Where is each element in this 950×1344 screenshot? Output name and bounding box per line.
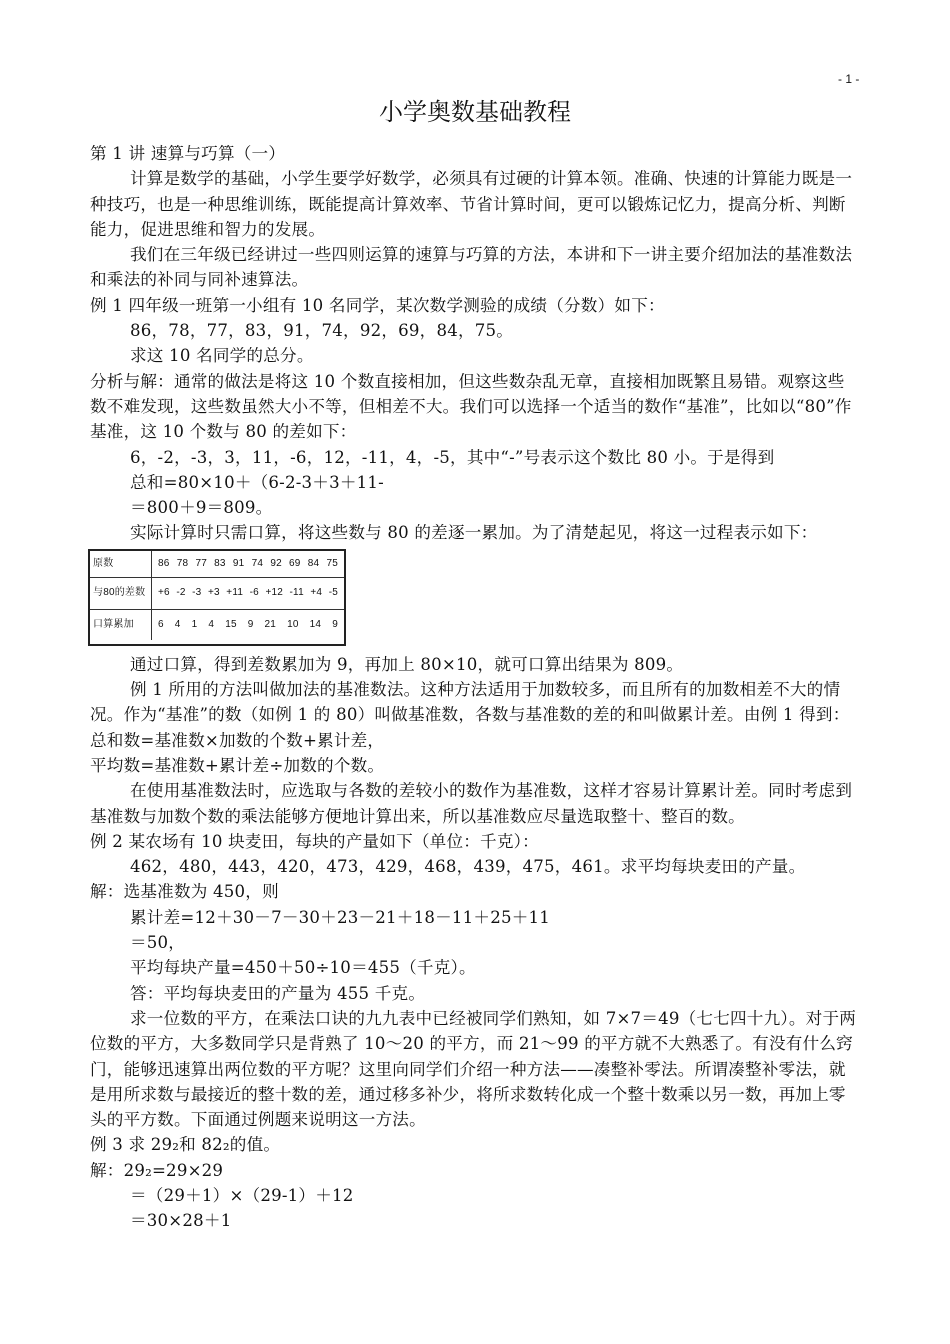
table-cell: 15 xyxy=(225,618,237,630)
solution-line: 解：选基准数为 450，则 xyxy=(90,882,279,902)
table-cell: 91 xyxy=(232,557,245,569)
table-cell: -5 xyxy=(328,587,338,599)
table-cell: +3 xyxy=(207,587,220,599)
document-body xyxy=(90,141,860,1234)
table-cell: +6 xyxy=(158,587,170,599)
formula-line: ＝30×28＋1 xyxy=(130,1211,232,1231)
data-line: 462，480，443，420，473，429，468，439，475，461。求平均每块麦田的产量。 xyxy=(130,857,806,877)
formula-line: 累计差=12＋30－7－30＋23－21＋18－11＋25＋11 xyxy=(130,907,551,927)
table-row-cumulative xyxy=(152,610,344,640)
table-cell: -2 xyxy=(176,587,186,599)
paragraph: 实际计算时只需口算，将这些数与 80 的差逐一累加。为了清楚起见，将这一过程表示如下： xyxy=(130,523,818,543)
paragraph: 求一位数的平方，在乘法口诀的九九表中已经被同学们熟知，如 7×7＝49（七七四十九）。对于两位数的平方，大多数同学只是背熟了 10～20 的平方，而 21～99 的平方就不大熟悉了。有没有什么窍门，能够迅速算出两位数的平方呢？这里向同学们介绍一种方法——凑整补零法。所谓凑整补零法，就是用所求数与最接近的整十数的差，通过移多补少，将所求数转化成一个整十数乘以另一数，再加上零头的平方数。下面通过例题来说明这一方法。 xyxy=(90,1008,857,1130)
table-row-originals xyxy=(152,551,344,578)
formula-line: 平均数=基准数+累计差÷加数的个数。 xyxy=(90,755,385,775)
table-cell: 92 xyxy=(270,557,282,569)
table-cell: 10 xyxy=(287,618,299,630)
difference-line: 6，-2，-3，3，11，-6，12，-11，4，-5，其中“-”号表示这个数比 80 小。于是得到 xyxy=(130,447,775,467)
paragraph: 例 1 所用的方法叫做加法的基准数法。这种方法适用于加数较多，而且所有的加数相差不大的情况。作为“基准”的数（如例 1 的 80）叫做基准数，各数与基准数的差的和叫做累计差。由例 1 得到： xyxy=(90,680,850,725)
question-line: 求这 10 名同学的总分。 xyxy=(130,346,314,366)
formula-line: 平均每块产量=450＋50÷10＝455（千克）。 xyxy=(130,958,476,978)
formula-line: ＝（29＋1）×（29-1）＋12 xyxy=(130,1185,354,1205)
table-cell: 1 xyxy=(191,618,198,630)
page-number: - 1 - xyxy=(838,72,860,86)
table-cell: 69 xyxy=(289,557,301,569)
table-cell: 74 xyxy=(251,557,264,569)
table-cell: 78 xyxy=(176,557,189,569)
formula-line: ＝800＋9＝809。 xyxy=(130,498,273,518)
table-cell: 9 xyxy=(332,618,338,630)
formula-line: ＝50， xyxy=(130,933,186,953)
table-cell: 75 xyxy=(326,557,338,569)
paragraph: 计算是数学的基础，小学生要学好数学，必须具有过硬的计算本领。准确、快速的计算能力既是一种技巧，也是一种思维训练，既能提高计算效率、节省计算时间，更可以锻炼记忆力，提高分析、判断能力，促进思维和智力的发展。 xyxy=(90,169,853,239)
table-cell: 83 xyxy=(214,557,226,569)
table-cell: +4 xyxy=(310,587,323,599)
cumulative-table xyxy=(88,549,346,646)
paragraph: 在使用基准数法时，应选取与各数的差较小的数作为基准数，这样才容易计算累计差。同时考虑到基准数与加数个数的乘法能够方便地计算出来，所以基准数应尽量选取整十、整百的数。 xyxy=(90,781,853,826)
paragraph: 通过口算，得到差数累加为 9，再加上 80×10，就可口算出结果为 809。 xyxy=(130,654,684,674)
table-cell: 21 xyxy=(264,618,277,630)
table-cell: 86 xyxy=(158,557,170,569)
table-cell: -6 xyxy=(249,587,259,599)
lecture-heading: 第 1 讲 速算与巧算（一） xyxy=(90,144,286,163)
table-cell: -3 xyxy=(192,587,202,599)
table-row-label: 与80的差数 xyxy=(90,578,152,610)
table-row-label: 原数 xyxy=(90,551,152,578)
table-cell: 84 xyxy=(307,557,320,569)
example-heading: 例 2 某农场有 10 块麦田，每块的产量如下（单位：千克）： xyxy=(90,831,539,851)
data-line: 86，78，77，83，91，74，92，69，84，75。 xyxy=(130,321,514,341)
table-cell: 14 xyxy=(309,618,322,630)
paragraph: 我们在三年级已经讲过一些四则运算的速算与巧算的方法，本讲和下一讲主要介绍加法的基准数法和乘法的补同与同补速算法。 xyxy=(90,245,853,290)
answer-line: 答：平均每块麦田的产量为 455 千克。 xyxy=(130,983,426,1003)
document-title: 小学奥数基础教程 xyxy=(379,98,571,126)
table-row-differences xyxy=(152,578,344,610)
example-heading: 例 3 求 29₂和 82₂的值。 xyxy=(90,1135,281,1155)
solution-line: 解：29₂=29×29 xyxy=(90,1160,224,1180)
table-cell: 6 xyxy=(158,618,164,630)
example-heading: 例 1 四年级一班第一小组有 10 名同学，某次数学测验的成绩（分数）如下： xyxy=(90,295,665,315)
table-cell: +11 xyxy=(226,587,244,599)
table-cell: 9 xyxy=(247,618,254,630)
table-row-label: 口算累加 xyxy=(90,610,152,640)
table-cell: +12 xyxy=(265,587,284,599)
formula-line: 总和数=基准数×加数的个数+累计差， xyxy=(90,730,385,750)
table-cell: 4 xyxy=(208,618,215,630)
formula-line: 总和=80×10＋（6-2-3＋3＋11- xyxy=(130,472,384,492)
table-cell: -11 xyxy=(289,587,304,599)
analysis-paragraph: 分析与解：通常的做法是将这 10 个数直接相加，但这些数杂乱无章，直接相加既繁且易错。观察这些数不难发现，这些数虽然大小不等，但相差不大。我们可以选择一个适当的数作“基准”，比如以“80”作基准，这 10 个数与 80 的差如下： xyxy=(90,371,852,442)
table-cell: 77 xyxy=(195,557,207,569)
table-cell: 4 xyxy=(174,618,181,630)
